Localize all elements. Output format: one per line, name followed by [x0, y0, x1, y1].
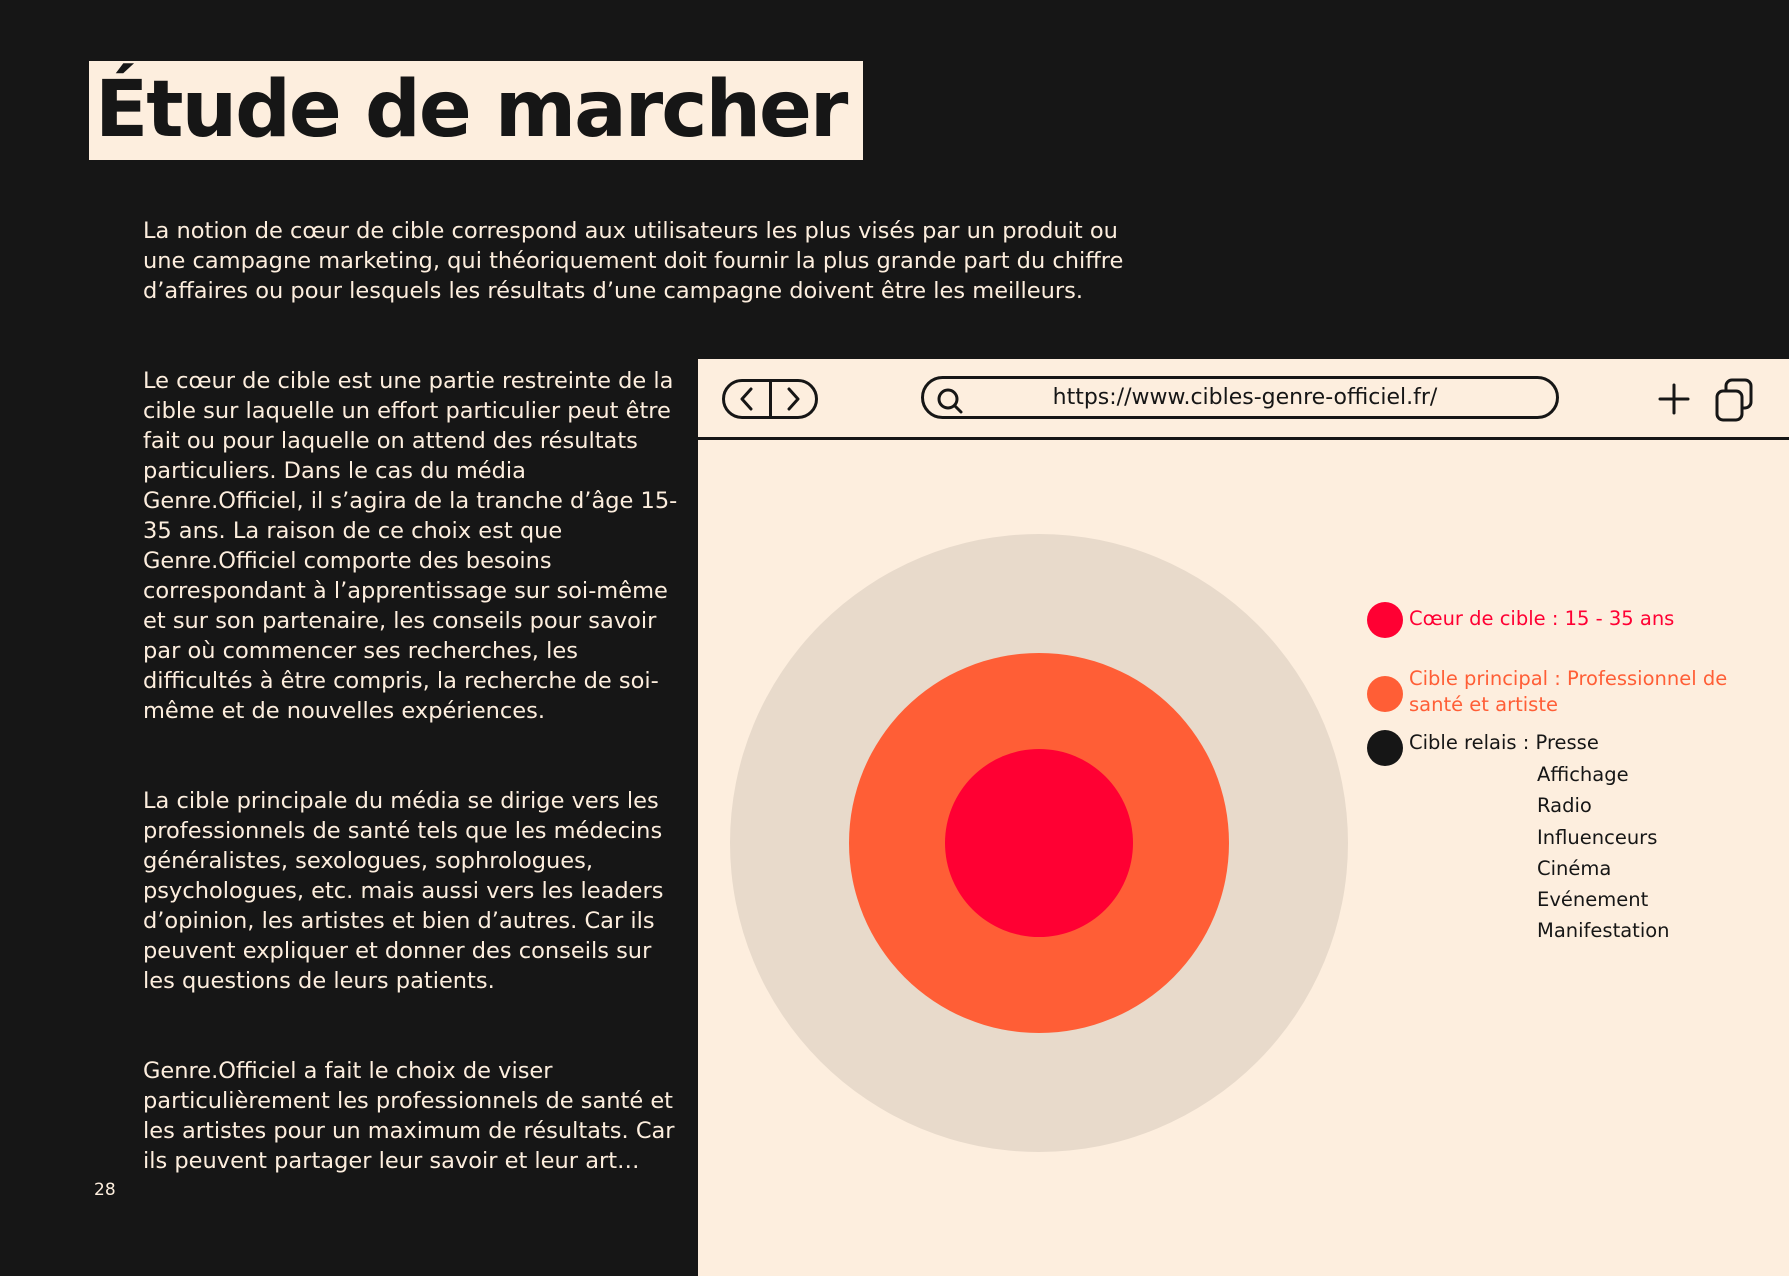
- list-item: Radio: [1537, 794, 1592, 818]
- relay-media-list: [1537, 759, 1670, 947]
- intro-paragraph: La notion de cœur de cible correspond aux utilisateurs les plus visés par un produit ou une campagne marketing, qui théoriquement doit fournir la plus grande part du chiffre d’affaires ou pour lesquels les résultats d’une campagne doivent être les meilleurs.: [143, 218, 1124, 304]
- tabs-icon[interactable]: [1714, 377, 1754, 423]
- legend-label-relay: Cible relais : Presse: [1409, 731, 1599, 754]
- legend-dot-relay: [1367, 730, 1403, 766]
- list-item: Manifestation: [1537, 919, 1670, 943]
- core-circle: [945, 749, 1133, 937]
- page-number: 28: [94, 1180, 116, 1200]
- url-text: https://www.cibles-genre-officiel.fr/: [1052, 385, 1438, 410]
- main-target-paragraph: La cible principale du média se dirige vers les professionnels de santé tels que les médecins généralistes, sexologues, sophrologues, psychologues, etc. mais aussi vers les leaders d’opinion, les artistes et bien d’autres. Car ils peuvent expliquer et donner des conseils sur les questions de leurs patients.: [143, 788, 664, 994]
- legend-main: [1367, 666, 1739, 718]
- title-banner: [89, 61, 863, 160]
- list-item: Evénement: [1537, 888, 1649, 912]
- plus-icon[interactable]: [1658, 383, 1690, 415]
- browser-window: [698, 359, 1789, 1276]
- legend-core: [1367, 602, 1674, 638]
- list-item: Cinéma: [1537, 856, 1612, 880]
- conclusion-paragraph: Genre.Officiel a fait le choix de viser particulièrement les professionnels de santé et les artistes pour un maximum de résultats. Car ils peuvent partager leur savoir et leur art…: [143, 1058, 675, 1174]
- legend-label-core: Cœur de cible : 15 - 35 ans: [1409, 607, 1675, 630]
- page-title: Étude de marcher: [95, 65, 847, 155]
- target-diagram: [698, 359, 1358, 1276]
- list-item: Influenceurs: [1537, 825, 1658, 849]
- legend-label-main: Cible principal : Professionnel de santé et artiste: [1409, 667, 1728, 716]
- legend-dot-core: [1367, 602, 1403, 638]
- list-item: Affichage: [1537, 763, 1629, 786]
- legend-dot-main: [1367, 676, 1403, 712]
- core-target-paragraph: Le cœur de cible est une partie restreinte de la cible sur laquelle un effort particulier peut être fait ou pour laquelle on attend des résultats particuliers. Dans le cas du média Genre.Officiel, il s’agira de la tranche d’âge 15-35 ans. La raison de ce choix est que Genre.Officiel comporte des besoins correspondant à l’apprentissage sur soi-même et sur son partenaire, les conseils pour savoir par où commencer ses recherches, les difficultés à être compris, la recherche de soi-même et de nouvelles expériences.: [143, 368, 678, 724]
